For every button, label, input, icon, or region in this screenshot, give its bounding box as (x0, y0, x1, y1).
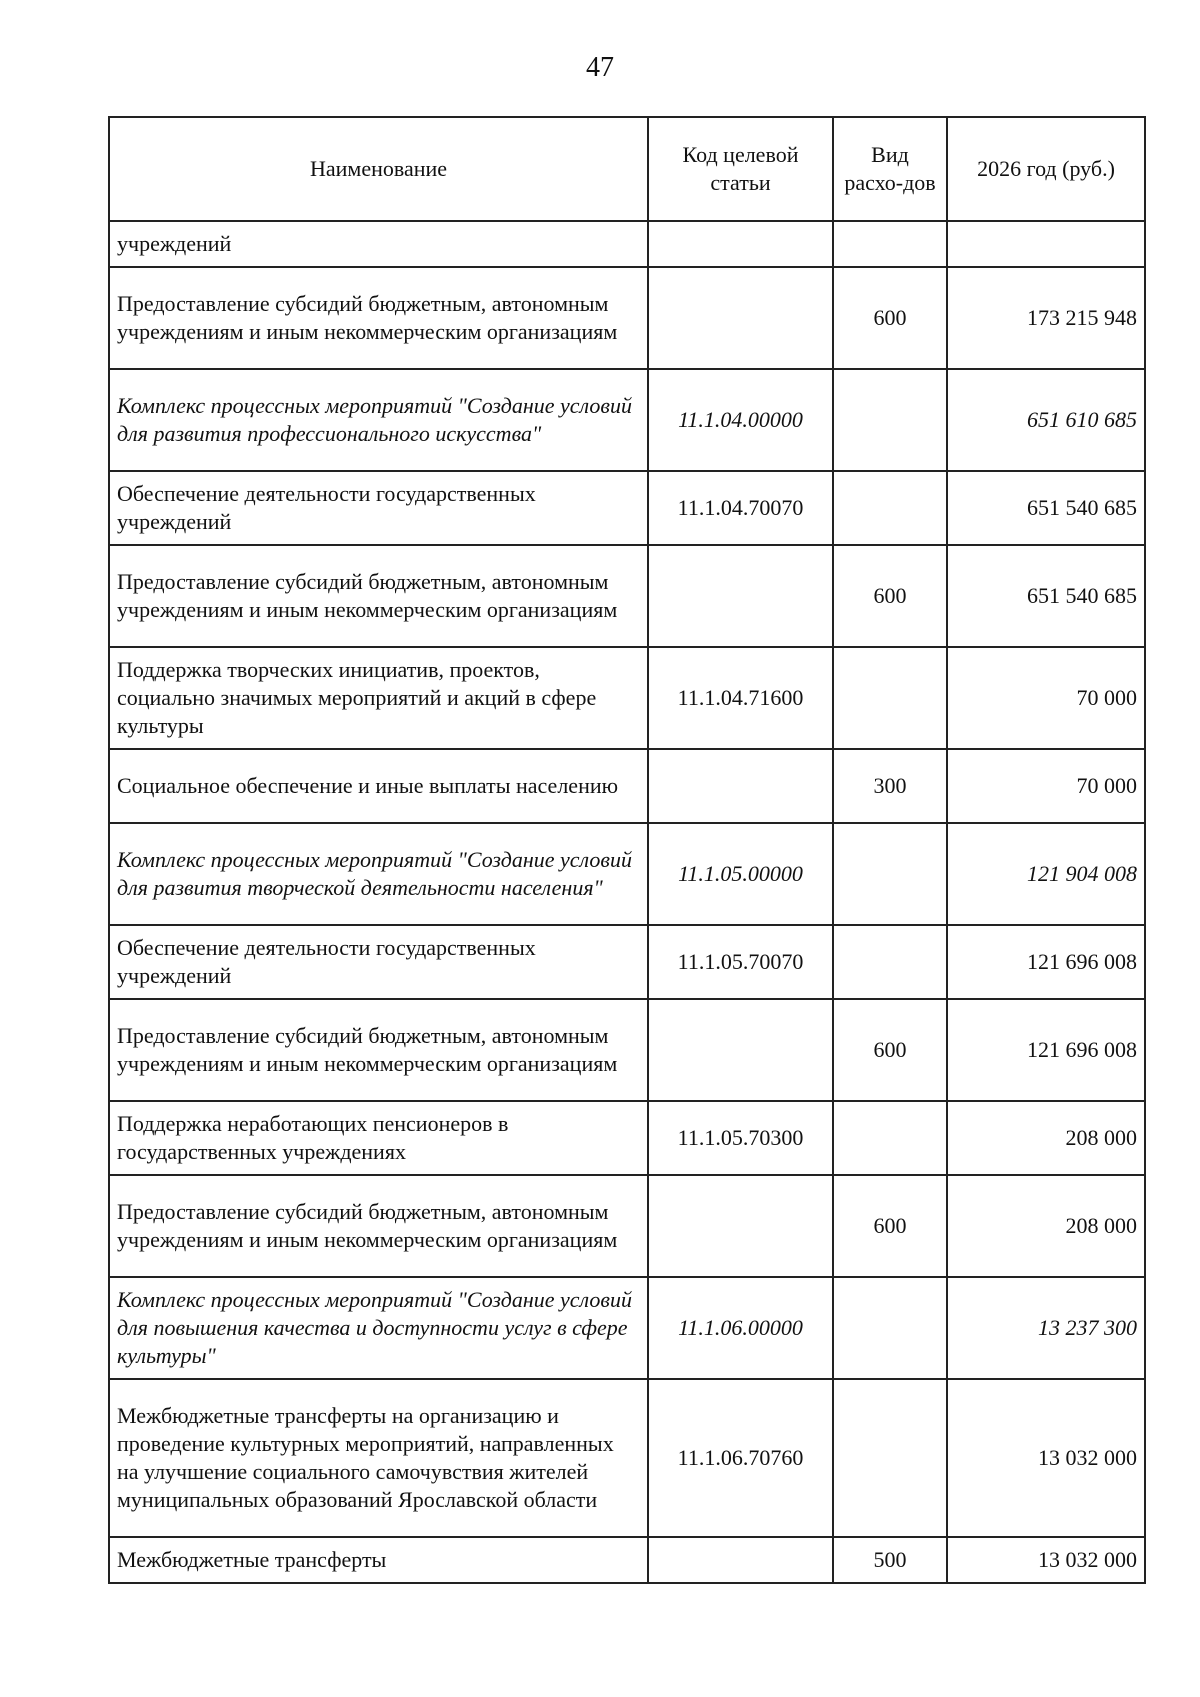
table-row (109, 1537, 1145, 1583)
row-code: 11.1.06.00000 (648, 1277, 833, 1379)
row-vid (833, 823, 947, 925)
row-amount: 13 237 300 (947, 1277, 1145, 1379)
row-code: 11.1.05.70300 (648, 1101, 833, 1175)
row-vid: 500 (833, 1537, 947, 1583)
header-year: 2026 год (руб.) (947, 117, 1145, 221)
row-name: Поддержка творческих инициатив, проектов, социально значимых мероприятий и акций в сфере культуры (109, 647, 648, 749)
row-vid: 600 (833, 1175, 947, 1277)
row-amount: 13 032 000 (947, 1379, 1145, 1537)
row-name: Обеспечение деятельности государственных учреждений (109, 925, 648, 999)
table-row (109, 999, 1145, 1101)
row-code: 11.1.04.70070 (648, 471, 833, 545)
table-row (109, 647, 1145, 749)
table-row (109, 1379, 1145, 1537)
row-code: 11.1.05.00000 (648, 823, 833, 925)
row-name: Предоставление субсидий бюджетным, автономным учреждениям и иным некоммерческим организациям (109, 267, 648, 369)
row-amount: 121 904 008 (947, 823, 1145, 925)
row-vid (833, 1101, 947, 1175)
row-name: Предоставление субсидий бюджетным, автономным учреждениям и иным некоммерческим организациям (109, 1175, 648, 1277)
row-name: Межбюджетные трансферты на организацию и проведение культурных мероприятий, направленных на улучшение социального самочувствия жителей муниципальных образований Ярославской области (109, 1379, 648, 1537)
header-name: Наименование (109, 117, 648, 221)
page-number: 47 (586, 52, 614, 83)
row-vid: 600 (833, 545, 947, 647)
row-name: Предоставление субсидий бюджетным, автономным учреждениям и иным некоммерческим организациям (109, 999, 648, 1101)
row-amount (947, 221, 1145, 267)
row-amount: 651 540 685 (947, 471, 1145, 545)
row-name: Социальное обеспечение и иные выплаты населению (109, 749, 648, 823)
row-vid (833, 925, 947, 999)
row-code (648, 1537, 833, 1583)
row-amount: 121 696 008 (947, 999, 1145, 1101)
row-vid: 300 (833, 749, 947, 823)
row-amount: 651 610 685 (947, 369, 1145, 471)
row-amount: 70 000 (947, 647, 1145, 749)
row-name: Комплекс процессных мероприятий "Создание условий для повышения качества и доступности услуг в сфере культуры" (109, 1277, 648, 1379)
table-row (109, 1175, 1145, 1277)
row-vid (833, 647, 947, 749)
row-amount: 13 032 000 (947, 1537, 1145, 1583)
table-row (109, 749, 1145, 823)
row-code: 11.1.04.00000 (648, 369, 833, 471)
row-vid: 600 (833, 267, 947, 369)
row-amount: 651 540 685 (947, 545, 1145, 647)
table-row-section (109, 369, 1145, 471)
row-code (648, 1175, 833, 1277)
row-amount: 208 000 (947, 1101, 1145, 1175)
row-name: Обеспечение деятельности государственных учреждений (109, 471, 648, 545)
row-code (648, 749, 833, 823)
row-vid: 600 (833, 999, 947, 1101)
table-row (109, 925, 1145, 999)
row-code: 11.1.05.70070 (648, 925, 833, 999)
header-code: Код целевой статьи (648, 117, 833, 221)
budget-table (108, 116, 1146, 1584)
table-row (109, 1101, 1145, 1175)
row-amount: 70 000 (947, 749, 1145, 823)
table-row-section (109, 1277, 1145, 1379)
row-vid (833, 221, 947, 267)
table-row (109, 471, 1145, 545)
row-code (648, 221, 833, 267)
row-amount: 121 696 008 (947, 925, 1145, 999)
table-header-row (109, 117, 1145, 221)
row-vid (833, 1379, 947, 1537)
row-vid (833, 369, 947, 471)
row-name: Комплекс процессных мероприятий "Создание условий для развития творческой деятельности населения" (109, 823, 648, 925)
row-vid (833, 471, 947, 545)
row-code: 11.1.04.71600 (648, 647, 833, 749)
row-code (648, 267, 833, 369)
row-name: Межбюджетные трансферты (109, 1537, 648, 1583)
header-vid: Вид расхо-дов (833, 117, 947, 221)
table-row (109, 221, 1145, 267)
row-name: Предоставление субсидий бюджетным, автономным учреждениям и иным некоммерческим организациям (109, 545, 648, 647)
table-row-section (109, 823, 1145, 925)
table-row (109, 267, 1145, 369)
row-code (648, 545, 833, 647)
row-amount: 208 000 (947, 1175, 1145, 1277)
row-code (648, 999, 833, 1101)
row-amount: 173 215 948 (947, 267, 1145, 369)
table-row (109, 545, 1145, 647)
row-vid (833, 1277, 947, 1379)
row-name: Поддержка неработающих пенсионеров в государственных учреждениях (109, 1101, 648, 1175)
row-code: 11.1.06.70760 (648, 1379, 833, 1537)
row-name: Комплекс процессных мероприятий "Создание условий для развития профессионального искусства" (109, 369, 648, 471)
row-name: учреждений (109, 221, 648, 267)
